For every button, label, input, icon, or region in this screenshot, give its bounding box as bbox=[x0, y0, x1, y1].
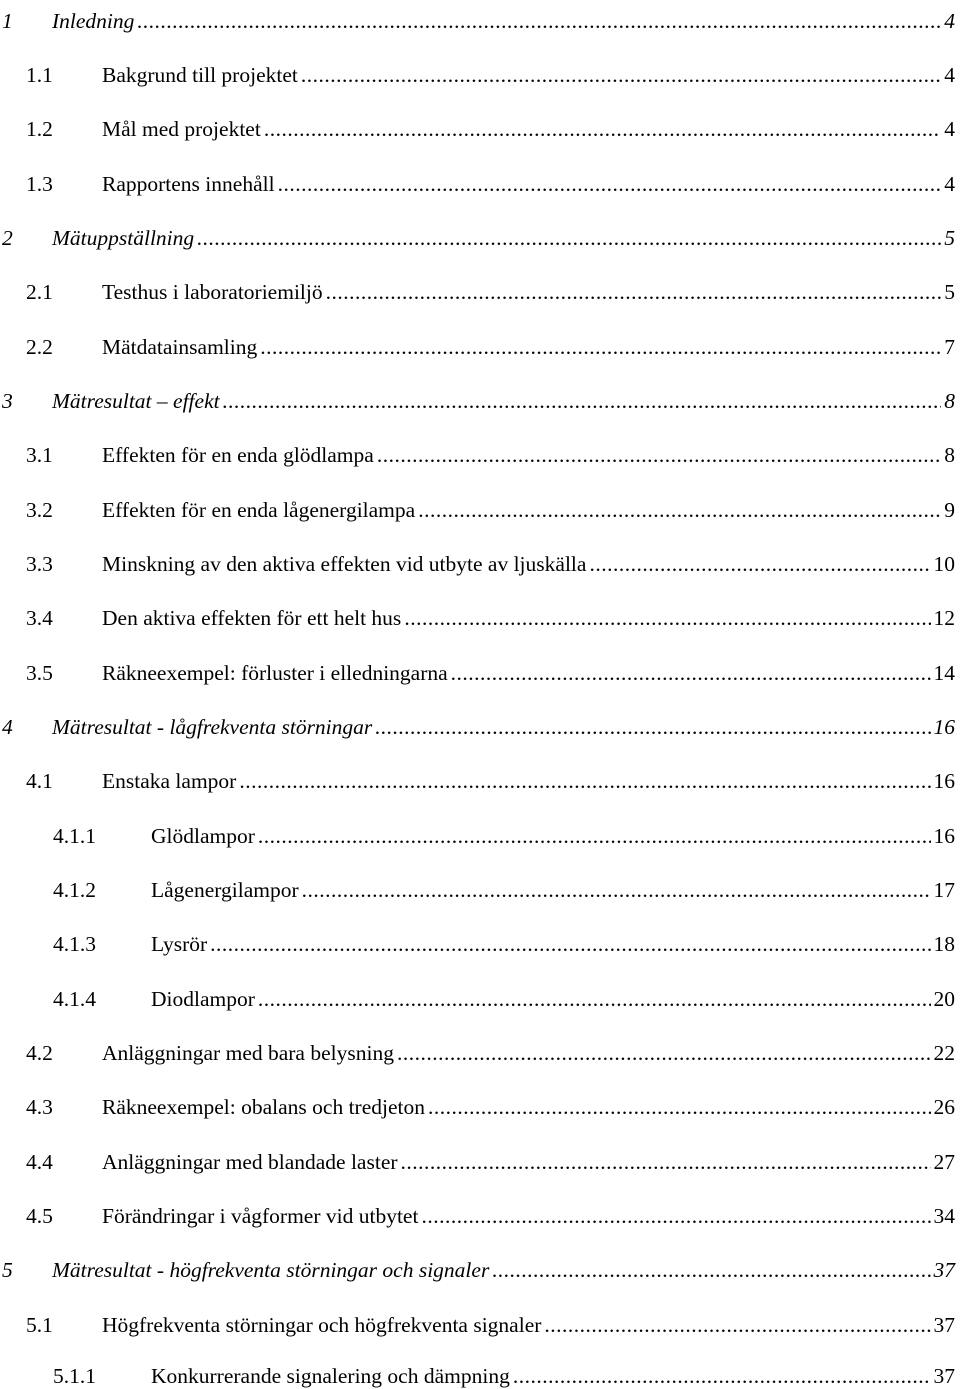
toc-entry-number: 1 bbox=[2, 9, 13, 33]
toc-entry-title: Mätuppställning bbox=[52, 226, 195, 250]
toc-entry-title: Lysrör bbox=[151, 932, 208, 956]
toc-entry-number: 4.1.2 bbox=[53, 878, 96, 902]
toc-entry-page: 37 bbox=[933, 1258, 955, 1282]
toc-entry-title: Anläggningar med bara belysning bbox=[102, 1041, 394, 1065]
toc-entry-page: 12 bbox=[933, 606, 955, 630]
toc-entry-number: 2 bbox=[2, 226, 13, 250]
dot-leader bbox=[301, 62, 941, 88]
toc-entry-page: 16 bbox=[933, 715, 955, 739]
toc-entry[interactable] bbox=[0, 380, 955, 414]
toc-entry-page: 4 bbox=[944, 172, 955, 196]
toc-entry-page: 26 bbox=[933, 1095, 955, 1119]
toc-entry[interactable] bbox=[0, 489, 955, 523]
toc-entry-title: Mätresultat - lågfrekventa störningar bbox=[52, 715, 373, 739]
toc-entry-number: 4 bbox=[2, 715, 13, 739]
toc-entry-page: 8 bbox=[944, 389, 955, 413]
toc-entry[interactable] bbox=[0, 163, 955, 197]
toc-entry-title: Räkneexempel: obalans och tredjeton bbox=[102, 1095, 425, 1119]
dot-leader bbox=[451, 660, 931, 686]
toc-entry[interactable] bbox=[0, 1141, 955, 1175]
toc-entry-title: Konkurrerande signalering och dämpning bbox=[151, 1364, 510, 1388]
toc-entry-title: Testhus i laboratoriemiljö bbox=[102, 280, 323, 304]
toc-entry[interactable] bbox=[0, 434, 955, 468]
dot-leader bbox=[223, 388, 942, 414]
dot-leader bbox=[589, 551, 930, 577]
toc-entry-title: Den aktiva effekten för ett helt hus bbox=[102, 606, 402, 630]
toc-entry-number: 2.2 bbox=[26, 335, 53, 359]
toc-entry-page: 5 bbox=[944, 226, 955, 250]
toc-entry-page: 20 bbox=[933, 987, 955, 1011]
toc-entry[interactable] bbox=[0, 271, 955, 305]
toc-entry-page: 7 bbox=[944, 335, 955, 359]
toc-entry-page: 22 bbox=[933, 1041, 955, 1065]
toc-entry[interactable] bbox=[0, 978, 955, 1012]
toc-entry-page: 4 bbox=[944, 9, 955, 33]
dot-leader bbox=[375, 714, 930, 740]
toc-entry-number: 3.3 bbox=[26, 552, 53, 576]
dot-leader bbox=[197, 225, 941, 251]
dot-leader bbox=[404, 605, 930, 631]
toc-entry-number: 4.1.4 bbox=[53, 987, 96, 1011]
toc-entry-number: 3.5 bbox=[26, 661, 53, 685]
dot-leader bbox=[397, 1040, 931, 1066]
dot-leader bbox=[258, 823, 931, 849]
toc-entry[interactable] bbox=[0, 1355, 955, 1389]
toc-entry-title: Rapportens innehåll bbox=[102, 172, 275, 196]
dot-leader bbox=[421, 1203, 930, 1229]
dot-leader bbox=[513, 1363, 931, 1389]
toc-entry[interactable] bbox=[0, 326, 955, 360]
toc-entry[interactable] bbox=[0, 1195, 955, 1229]
toc-entry[interactable] bbox=[0, 1086, 955, 1120]
dot-leader bbox=[377, 442, 941, 468]
toc-entry-title: Lågenergilampor bbox=[151, 878, 299, 902]
toc-entry[interactable] bbox=[0, 217, 955, 251]
toc-entry-page: 4 bbox=[944, 63, 955, 87]
toc-entry[interactable] bbox=[0, 543, 955, 577]
toc-entry-page: 17 bbox=[933, 878, 955, 902]
toc-entry-number: 1.3 bbox=[26, 172, 53, 196]
toc-entry-number: 4.1 bbox=[26, 769, 53, 793]
toc-entry[interactable] bbox=[0, 652, 955, 686]
toc-entry-page: 4 bbox=[944, 117, 955, 141]
toc-entry-number: 4.4 bbox=[26, 1150, 53, 1174]
toc-entry-page: 5 bbox=[944, 280, 955, 304]
toc-entry-number: 4.1.3 bbox=[53, 932, 96, 956]
toc-entry-number: 3.2 bbox=[26, 498, 53, 522]
toc-entry[interactable] bbox=[0, 54, 955, 88]
toc-entry-number: 4.3 bbox=[26, 1095, 53, 1119]
toc-entry-page: 37 bbox=[933, 1364, 955, 1388]
toc-entry-title: Bakgrund till projektet bbox=[102, 63, 298, 87]
toc-entry[interactable] bbox=[0, 1249, 955, 1283]
toc-entry-title: Anläggningar med blandade laster bbox=[102, 1150, 398, 1174]
toc-entry[interactable] bbox=[0, 760, 955, 794]
dot-leader bbox=[492, 1257, 930, 1283]
toc-entry-number: 3.4 bbox=[26, 606, 53, 630]
toc-entry-page: 9 bbox=[944, 498, 955, 522]
toc-entry-number: 4.2 bbox=[26, 1041, 53, 1065]
dot-leader bbox=[401, 1149, 931, 1175]
dot-leader bbox=[258, 986, 931, 1012]
toc-entry-page: 27 bbox=[933, 1150, 955, 1174]
toc-entry-number: 3.1 bbox=[26, 443, 53, 467]
dot-leader bbox=[544, 1312, 930, 1338]
dot-leader bbox=[137, 8, 941, 34]
toc-entry[interactable] bbox=[0, 1032, 955, 1066]
toc-entry-number: 4.5 bbox=[26, 1204, 53, 1228]
toc-entry-title: Förändringar i vågformer vid utbytet bbox=[102, 1204, 419, 1228]
toc-entry-number: 1.1 bbox=[26, 63, 53, 87]
toc-entry-title: Minskning av den aktiva effekten vid utbyte av ljuskälla bbox=[102, 552, 587, 576]
dot-leader bbox=[326, 279, 942, 305]
dot-leader bbox=[239, 768, 930, 794]
toc-entry-title: Mätdatainsamling bbox=[102, 335, 258, 359]
toc-entry-title: Enstaka lampor bbox=[102, 769, 237, 793]
toc-entry-title: Mätresultat – effekt bbox=[52, 389, 220, 413]
dot-leader bbox=[418, 497, 941, 523]
toc-entry-number: 5 bbox=[2, 1258, 13, 1282]
toc-entry[interactable] bbox=[0, 597, 955, 631]
toc-entry-page: 37 bbox=[933, 1313, 955, 1337]
toc-entry[interactable] bbox=[0, 815, 955, 849]
toc-entry[interactable] bbox=[0, 0, 955, 34]
toc-entry[interactable] bbox=[0, 869, 955, 903]
toc-entry[interactable] bbox=[0, 1304, 955, 1338]
toc-entry-number: 1.2 bbox=[26, 117, 53, 141]
toc-entry-number: 5.1 bbox=[26, 1313, 53, 1337]
toc-entry[interactable] bbox=[0, 108, 955, 142]
toc-entry-page: 8 bbox=[944, 443, 955, 467]
toc-entry-page: 34 bbox=[933, 1204, 955, 1228]
dot-leader bbox=[428, 1094, 931, 1120]
toc-entry-title: Högfrekventa störningar och högfrekventa signaler bbox=[102, 1313, 542, 1337]
toc-entry-title: Räkneexempel: förluster i elledningarna bbox=[102, 661, 448, 685]
dot-leader bbox=[302, 877, 931, 903]
toc-entry-title: Effekten för en enda lågenergilampa bbox=[102, 498, 416, 522]
dot-leader bbox=[210, 931, 930, 957]
toc-entry[interactable] bbox=[0, 706, 955, 740]
toc-entry-number: 5.1.1 bbox=[53, 1364, 96, 1388]
toc-entry-title: Inledning bbox=[52, 9, 135, 33]
toc-entry-title: Effekten för en enda glödlampa bbox=[102, 443, 374, 467]
toc-entry[interactable] bbox=[0, 923, 955, 957]
toc-entry-number: 2.1 bbox=[26, 280, 53, 304]
toc-entry-title: Mål med projektet bbox=[102, 117, 261, 141]
toc-entry-title: Mätresultat - högfrekventa störningar och signaler bbox=[52, 1258, 490, 1282]
toc-entry-number: 4.1.1 bbox=[53, 824, 96, 848]
toc-entry-page: 16 bbox=[933, 769, 955, 793]
toc-entry-page: 10 bbox=[933, 552, 955, 576]
toc-entry-page: 18 bbox=[933, 932, 955, 956]
toc-entry-page: 14 bbox=[933, 661, 955, 685]
toc-entry-number: 3 bbox=[2, 389, 13, 413]
toc-entry-title: Diodlampor bbox=[151, 987, 255, 1011]
dot-leader bbox=[260, 334, 941, 360]
dot-leader bbox=[264, 116, 941, 142]
dot-leader bbox=[278, 171, 942, 197]
toc-entry-title: Glödlampor bbox=[151, 824, 255, 848]
toc-entry-page: 16 bbox=[933, 824, 955, 848]
